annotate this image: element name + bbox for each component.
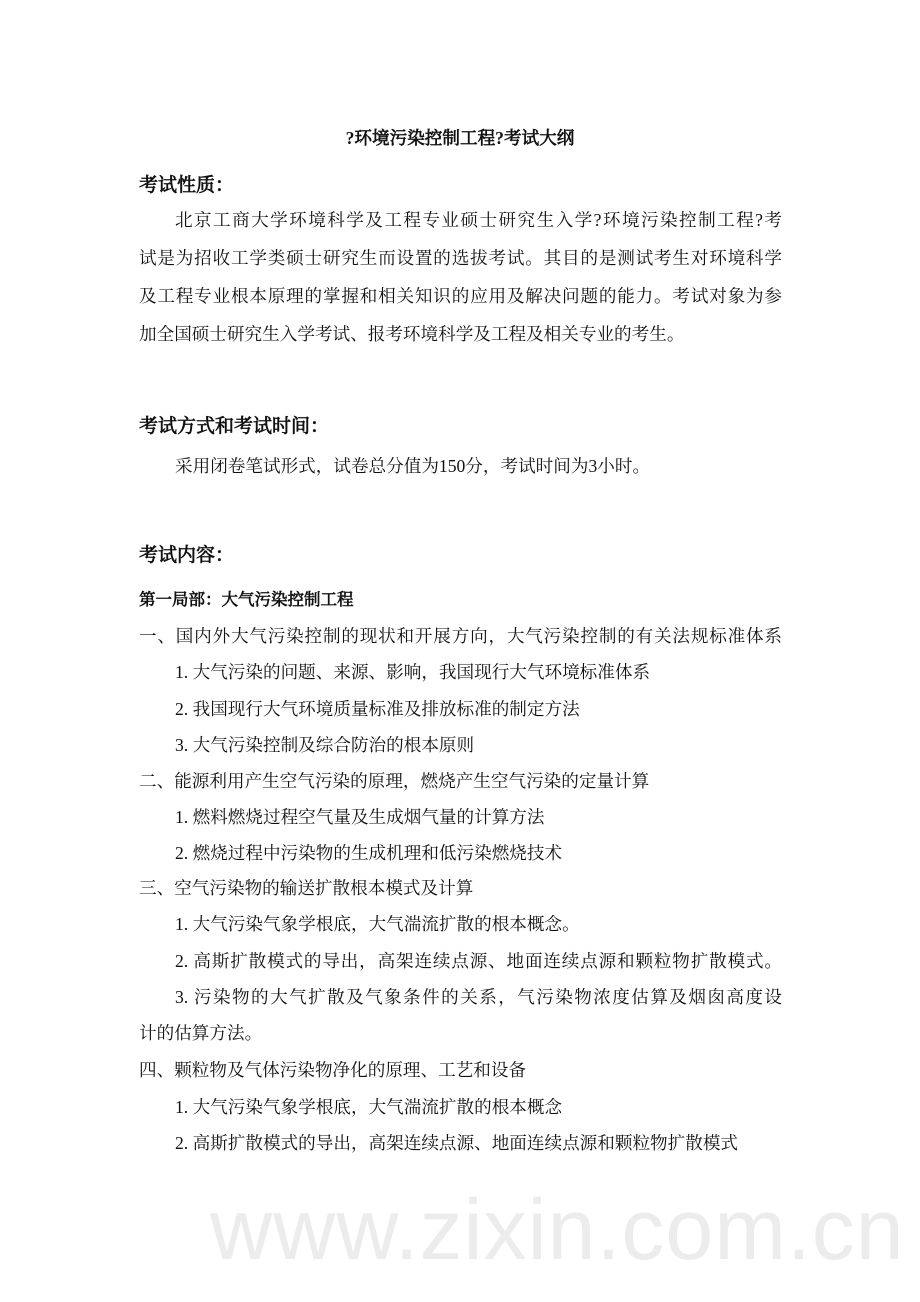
section-heading-nature: 考试性质：	[139, 175, 235, 196]
outline-item: 3. 大气污染控制及综合防治的根本原则	[175, 735, 475, 755]
outline-item: 1. 大气污染气象学根底，大气湍流扩散的根本概念	[175, 1097, 563, 1117]
outline-item: 四、颗粒物及气体污染物净化的原理、工艺和设备	[139, 1060, 527, 1080]
watermark: www.zixin.com.cn	[210, 1182, 905, 1278]
paragraph-line: 加全国硕士研究生入学考试、报考环境科学及工程及相关专业的考生。	[139, 324, 685, 344]
outline-item: 1. 大气污染气象学根底，大气湍流扩散的根本概念。	[175, 914, 580, 934]
outline-item: 2. 高斯扩散模式的导出，高架连续点源、地面连续点源和颗粒物扩散模式	[175, 1133, 739, 1153]
outline-item: 三、空气污染物的输送扩散根本模式及计算	[139, 878, 474, 898]
outline-item: 计的估算方法。	[139, 1023, 263, 1043]
paragraph-line: 试是为招收工学类硕士研究生而设置的选拔考试。其目的是测试考生对环境科学	[139, 248, 782, 268]
outline-item: 1. 燃料燃烧过程空气量及生成烟气量的计算方法	[175, 807, 545, 827]
outline-item: 3. 污染物的大气扩散及气象条件的关系，气污染物浓度估算及烟囱高度设	[175, 987, 782, 1007]
method-text: 采用闭卷笔试形式，试卷总分值为150分，考试时间为3小时。	[175, 456, 651, 476]
outline-item: 1. 大气污染的问题、来源、影响，我国现行大气环境标准体系	[175, 662, 651, 682]
paragraph-line: 及工程专业根本原理的掌握和相关知识的应用及解决问题的能力。考试对象为参	[139, 286, 782, 306]
outline-item: 2. 我国现行大气环境质量标准及排放标准的制定方法	[175, 699, 580, 719]
outline-item: 2. 燃烧过程中污染物的生成机理和低污染燃烧技术	[175, 843, 563, 863]
part-heading: 第一局部：大气污染控制工程	[139, 590, 354, 609]
outline-item: 2. 高斯扩散模式的导出，高架连续点源、地面连续点源和颗粒物扩散模式。	[175, 951, 782, 971]
paragraph-line: 北京工商大学环境科学及工程专业硕士研究生入学?环境污染控制工程?考	[175, 210, 782, 230]
section-heading-content: 考试内容：	[139, 545, 235, 566]
outline-item: 一、国内外大气污染控制的现状和开展方向，大气污染控制的有关法规标准体系	[139, 626, 782, 646]
outline-item: 二、能源利用产生空气污染的原理，燃烧产生空气污染的定量计算	[139, 771, 650, 791]
document-title: ?环境污染控制工程?考试大纲	[345, 128, 575, 148]
section-heading-method: 考试方式和考试时间：	[139, 416, 330, 437]
